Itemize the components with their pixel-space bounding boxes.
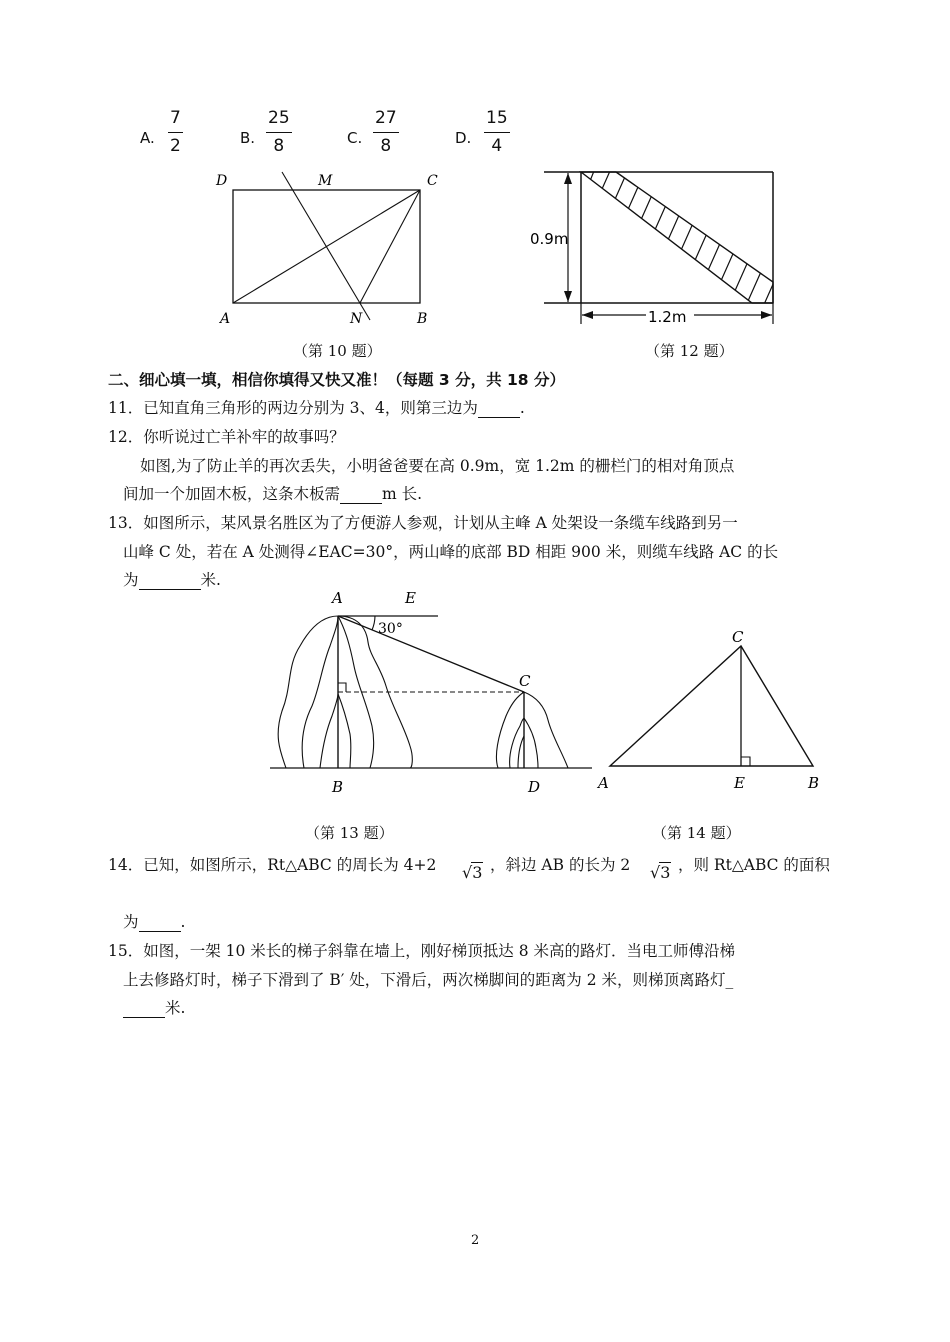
fig10-label-d: D [216,173,228,189]
option-c-numerator: 27 [373,108,399,133]
fig14-label-c: C [732,630,744,646]
q12-line-2: 如图,为了防止羊的再次丢失，小明爸爸要在高 0.9m，宽 1.2m 的栅栏门的相对角顶点 [140,457,735,475]
fig12-width-arrow-left [582,311,593,319]
fig14-triangle [610,646,813,766]
fig12-height-arrow-top [564,173,572,184]
q15-line-3 [123,996,185,1018]
fig12-caption: （第 12 题） [645,342,734,360]
q14-answer-blank[interactable] [139,913,181,932]
fig13-label-a: A [332,589,343,607]
q14-sqrt-2 [650,862,671,882]
fig13-angle-arc [372,616,375,630]
fig13-caption: （第 13 题） [305,824,394,842]
fig13-small-peak-outer [496,692,568,768]
fig14-label-b: B [808,774,820,792]
q14-line-2-start: 为 [123,913,139,931]
q11-answer-blank[interactable] [478,399,520,418]
fig13-angle-label: 30° [378,621,403,637]
option-c-fraction [373,108,399,158]
fig12-height-arrow-bottom [564,291,572,302]
fig10-label-b: B [417,311,428,327]
fig10-label-n: N [350,311,363,327]
section-2-title: 二、细心填一填，相信你填得又快又准！（每题 3 分，共 18 分） [108,371,565,389]
option-d-label: D. [455,129,472,147]
option-a-denominator: 2 [170,136,181,157]
q12-line-3-start: 间加一个加固木板，这条木板需 [123,485,341,503]
q12-line-3-end: m 长. [382,485,423,503]
q13-line-3-end: 米. [200,571,221,589]
option-c-label: C. [347,129,363,147]
q13-line-2: 山峰 C 处，若在 A 处测得∠EAC=30°，两山峰的底部 BD 相距 900 米，则缆车线路 AC 的长 [123,543,779,561]
figure-13 [262,586,597,800]
option-b-numerator: 25 [266,108,292,133]
q14-sqrt-2-radicand: 3 [660,863,671,882]
question-11 [108,396,525,418]
q13-line-1: 13．如图所示，某风景名胜区为了方便游人参观，计划从主峰 A 处架设一条缆车线路到另一 [108,514,738,532]
radical-sign-icon: √ [650,863,661,882]
option-d-numerator: 15 [484,108,510,133]
fig13-label-e: E [405,589,416,607]
q14-line-2 [123,910,185,932]
option-b-denominator: 8 [273,136,285,157]
fig14-caption: （第 14 题） [652,824,741,842]
fig10-caption: （第 10 题） [293,342,382,360]
fig12-width-label: 1.2m [648,308,687,326]
q14-part-3: ，则 Rt△ABC 的面积 [678,856,830,874]
fig13-label-d: D [528,778,541,796]
fig12-board-hatching [568,166,780,326]
q12-line-3 [123,482,422,504]
q14-part-2: ，斜边 AB 的长为 2 [490,856,631,874]
q15-answer-blank[interactable] [123,999,165,1018]
q12-line-1: 12．你听说过亡羊补牢的故事吗？ [108,428,345,446]
q14-sqrt-1 [462,862,483,882]
fig13-right-angle-mark [338,683,346,692]
option-b-label: B. [240,129,256,147]
page-number: 2 [471,1233,480,1248]
fig14-label-a: A [598,774,609,792]
fig13-small-peak-core [518,736,524,768]
fig10-fold-line-mn [282,172,370,320]
option-a-label: A. [140,129,155,147]
q12-answer-blank[interactable] [340,485,382,504]
q15-line-2: 上去修路灯时，梯子下滑到了 B′ 处，下滑后，两次梯脚间的距离为 2 米，则梯顶离路灯_ [123,971,734,989]
option-d-fraction [484,108,510,158]
fig10-label-m: M [318,173,333,189]
option-a-numerator: 7 [168,108,183,133]
figure-12 [528,166,780,336]
fig10-segment-cn [360,190,420,303]
q14-part-1: 14．已知，如图所示，Rt△ABC 的周长为 4+2 [108,856,437,874]
q15-line-1: 15．如图，一架 10 米长的梯子斜靠在墙上，刚好梯顶抵达 8 米高的路灯．当电工师傅沿梯 [108,942,736,960]
q13-line-3-start: 为 [123,571,139,589]
fig10-label-a: A [220,311,231,327]
q11-text: 11．已知直角三角形的两边分别为 3、4，则第三边为 [108,399,478,417]
q11-tail: . [519,399,525,417]
q15-line-3-end: 米. [165,999,186,1017]
fig12-height-label: 0.9m [530,230,569,248]
q13-line-3 [123,568,221,590]
radical-sign-icon: √ [462,863,473,882]
q14-sqrt-1-radicand: 3 [472,863,483,882]
fig12-width-arrow-right [761,311,772,319]
fig13-label-b: B [332,778,344,796]
fig13-cable-ac [338,616,524,692]
q13-answer-blank[interactable] [139,571,201,590]
option-d-denominator: 4 [491,136,503,157]
option-b-fraction [266,108,292,158]
fig14-right-angle-mark [741,757,750,766]
fig14-label-e: E [734,774,745,792]
q14-line-2-end: . [180,913,186,931]
figure-10 [210,168,450,328]
fig13-label-c: C [519,672,531,690]
option-a-fraction [168,108,183,158]
fig10-label-c: C [427,173,438,189]
option-c-denominator: 8 [380,136,392,157]
fig13-main-peak-inner-left [302,616,338,768]
figure-14 [592,630,832,800]
fig13-main-peak-inner-core [320,694,351,768]
fig12-board [581,172,773,303]
